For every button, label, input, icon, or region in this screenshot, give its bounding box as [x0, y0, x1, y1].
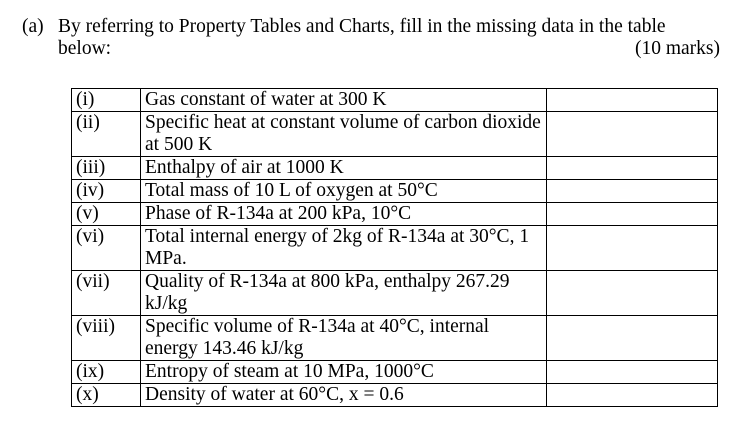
answer-cell[interactable] — [547, 180, 718, 203]
row-number: (ix) — [72, 361, 141, 384]
table-row — [72, 361, 718, 384]
row-description: Gas constant of water at 300 K — [141, 89, 547, 112]
marks-label: (10 marks) — [634, 38, 720, 59]
question-line-2 — [22, 38, 722, 60]
row-number: (viii) — [72, 316, 141, 361]
table-row — [72, 203, 718, 226]
row-description: Specific volume of R-134a at 40°C, internal energy 143.46 kJ/kg — [141, 316, 547, 361]
table-row — [72, 180, 718, 203]
question-instruction: By referring to Property Tables and Charts, fill in the missing data in the table — [58, 16, 666, 37]
row-description: Total mass of 10 L of oxygen at 50°C — [141, 180, 547, 203]
row-number: (x) — [72, 384, 141, 407]
question-line-1 — [22, 16, 722, 38]
answer-cell[interactable] — [547, 112, 718, 157]
row-number: (i) — [72, 89, 141, 112]
question-instruction-continued: below: — [58, 38, 112, 59]
question-text — [22, 16, 722, 60]
answer-cell[interactable] — [547, 89, 718, 112]
answer-cell[interactable] — [547, 384, 718, 407]
row-number: (iii) — [72, 157, 141, 180]
answer-cell[interactable] — [547, 226, 718, 271]
answer-cell[interactable] — [547, 157, 718, 180]
row-description: Enthalpy of air at 1000 K — [141, 157, 547, 180]
table-row — [72, 316, 718, 361]
answer-cell[interactable] — [547, 316, 718, 361]
row-number: (vii) — [72, 271, 141, 316]
answer-cell[interactable] — [547, 203, 718, 226]
row-number: (iv) — [72, 180, 141, 203]
table-row — [72, 157, 718, 180]
row-description: Entropy of steam at 10 MPa, 1000°C — [141, 361, 547, 384]
question-label: (a) — [22, 16, 44, 37]
table-row — [72, 112, 718, 157]
row-description: Specific heat at constant volume of carbon dioxide at 500 K — [141, 112, 547, 157]
row-description: Total internal energy of 2kg of R-134a at 30°C, 1 MPa. — [141, 226, 547, 271]
answer-cell[interactable] — [547, 361, 718, 384]
row-description: Phase of R-134a at 200 kPa, 10°C — [141, 203, 547, 226]
row-number: (ii) — [72, 112, 141, 157]
property-table — [71, 88, 718, 407]
row-description: Density of water at 60°C, x = 0.6 — [141, 384, 547, 407]
table-row — [72, 89, 718, 112]
row-number: (v) — [72, 203, 141, 226]
answer-cell[interactable] — [547, 271, 718, 316]
row-description: Quality of R-134a at 800 kPa, enthalpy 267.29 kJ/kg — [141, 271, 547, 316]
table-row — [72, 226, 718, 271]
table-row — [72, 384, 718, 407]
row-number: (vi) — [72, 226, 141, 271]
table-row — [72, 271, 718, 316]
